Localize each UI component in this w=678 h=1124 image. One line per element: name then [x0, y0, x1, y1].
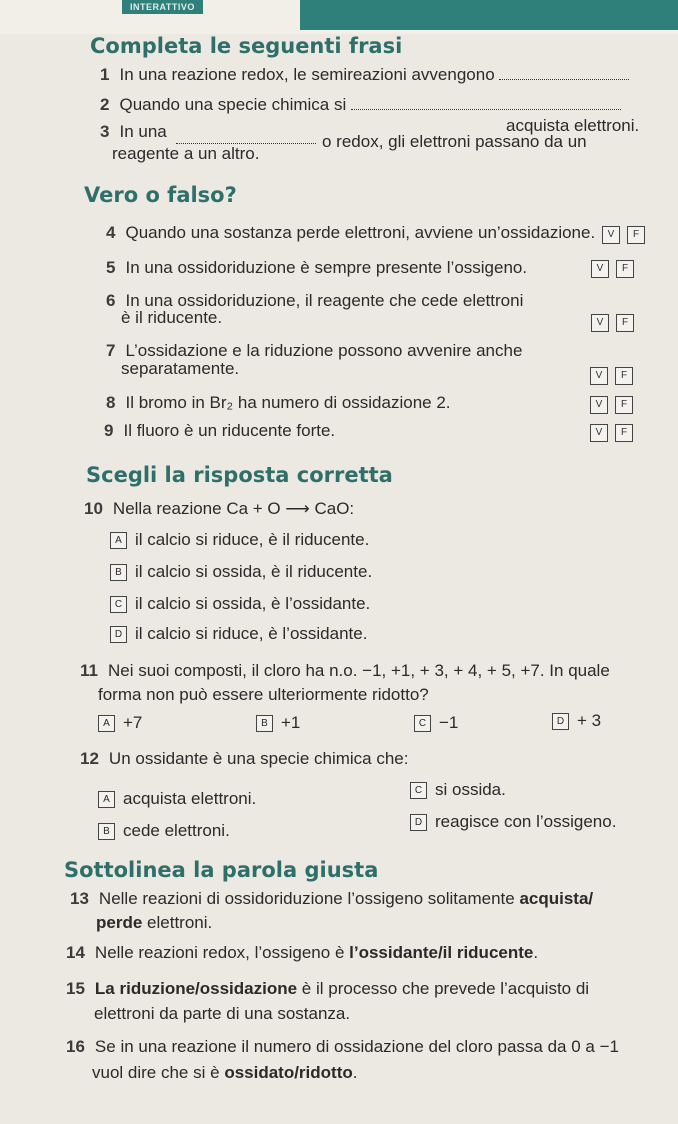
question-text: L’ossidazione e la riduzione possono avvenire anche — [125, 341, 523, 360]
question-text: Nei suoi composti, il cloro ha n.o. −1, +1, + 3, + 4, + 5, +7. In quale — [107, 661, 610, 680]
question-text: vuol dire che si è — [92, 1063, 220, 1082]
option-text: il calcio si ossida, è l’ossidante. — [135, 594, 371, 613]
question-text: Se in una reazione il numero di ossidazione del cloro passa da 0 a −1 — [94, 1037, 619, 1056]
question-text: Quando una sostanza perde elettroni, avviene un’ossidazione. — [125, 223, 596, 242]
option-letter: B — [110, 564, 127, 581]
question-number: 5 — [106, 258, 116, 277]
option-12-d[interactable] — [410, 811, 616, 833]
option-letter: A — [98, 791, 115, 808]
option-letter: D — [552, 713, 569, 730]
option-text: cede elettroni. — [123, 821, 230, 840]
question-number: 7 — [106, 341, 116, 360]
option-letter: A — [110, 532, 127, 549]
true-checkbox[interactable]: V — [591, 260, 609, 278]
answer-blank-3[interactable] — [176, 129, 316, 144]
option-letter: A — [98, 715, 115, 732]
option-text: + 3 — [577, 711, 602, 730]
question-5 — [106, 257, 527, 279]
option-text: reagisce con l’ossigeno. — [435, 812, 617, 831]
true-checkbox[interactable]: V — [590, 424, 608, 442]
question-end: . — [352, 1063, 358, 1082]
option-12-c[interactable] — [410, 779, 506, 801]
question-number: 13 — [70, 889, 89, 908]
option-letter: B — [98, 823, 115, 840]
question-7-line2: separatamente. — [121, 359, 240, 378]
option-12-a[interactable] — [98, 788, 256, 810]
true-false-7 — [590, 367, 633, 385]
question-number: 16 — [66, 1037, 85, 1056]
true-false-4 — [602, 226, 645, 244]
option-letter: D — [410, 814, 427, 831]
option-text: acquista elettroni. — [123, 789, 257, 808]
question-2-end: acquista elettroni. — [506, 116, 640, 135]
question-number: 9 — [104, 421, 114, 440]
option-text: si ossida. — [435, 780, 506, 799]
option-10-a[interactable] — [110, 529, 369, 551]
question-end: elettroni. — [147, 913, 213, 932]
true-checkbox[interactable]: V — [590, 396, 608, 414]
question-text: Quando una specie chimica si — [119, 95, 347, 114]
option-letter: C — [110, 596, 127, 613]
question-8 — [106, 392, 451, 414]
question-text: In una ossidoriduzione, il reagente che cede elettroni — [125, 291, 524, 310]
option-11-c[interactable] — [414, 712, 458, 734]
question-14 — [66, 942, 538, 964]
option-11-d[interactable] — [552, 710, 601, 732]
option-11-b[interactable] — [256, 712, 300, 734]
question-text: Nelle reazioni di ossidoriduzione l’ossigeno solitamente — [98, 889, 515, 908]
word-choice[interactable]: La riduzione/ossidazione — [94, 979, 298, 998]
question-number: 11 — [80, 661, 98, 680]
false-checkbox[interactable]: F — [615, 396, 633, 414]
false-checkbox[interactable]: F — [615, 367, 633, 385]
true-false-9 — [590, 424, 633, 442]
interactive-tag: INTERATTIVO — [122, 0, 203, 14]
question-number: 12 — [80, 749, 99, 768]
option-letter: C — [410, 782, 427, 799]
question-text: Un ossidante è una specie chimica che: — [108, 749, 409, 768]
question-15-line2: elettroni da parte di una sostanza. — [94, 1004, 351, 1023]
question-number: 2 — [100, 95, 110, 114]
question-3-line2: reagente a un altro. — [112, 144, 260, 163]
question-11 — [80, 660, 610, 682]
question-16 — [66, 1036, 619, 1058]
option-text: −1 — [439, 713, 459, 732]
answer-blank-2[interactable] — [351, 95, 621, 110]
question-12 — [80, 748, 408, 770]
true-false-6 — [591, 314, 634, 332]
question-15 — [66, 978, 589, 1000]
question-text: In una reazione redox, le semireazioni avvengono — [119, 65, 495, 84]
true-checkbox[interactable]: V — [602, 226, 620, 244]
option-text: il calcio si ossida, è il riducente. — [135, 562, 373, 581]
question-text: Il fluoro è un riducente forte. — [123, 421, 336, 440]
question-13-line2 — [96, 912, 212, 934]
question-1 — [100, 64, 629, 86]
question-3-text-b: o redox, gli elettroni passano da un — [322, 132, 587, 151]
section-title-underline: Sottolinea la parola giusta — [64, 858, 379, 882]
option-text: +7 — [123, 713, 143, 732]
question-text: Nella reazione Ca + O ⟶ CaO: — [112, 499, 355, 518]
option-text: +1 — [281, 713, 301, 732]
question-number: 6 — [106, 291, 116, 310]
option-10-c[interactable] — [110, 593, 370, 615]
option-10-b[interactable] — [110, 561, 372, 583]
question-16-line2 — [92, 1062, 358, 1084]
word-choice[interactable]: l’ossidante/il riducente — [349, 943, 534, 962]
question-6-line2: è il riducente. — [121, 308, 223, 327]
true-checkbox[interactable]: V — [591, 314, 609, 332]
question-text: In una ossidoriduzione è sempre presente l’ossigeno. — [125, 258, 528, 277]
question-3 — [100, 121, 167, 143]
option-12-b[interactable] — [98, 820, 230, 842]
question-number: 15 — [66, 979, 85, 998]
option-letter: C — [414, 715, 431, 732]
question-number: 10 — [84, 499, 103, 518]
true-checkbox[interactable]: V — [590, 367, 608, 385]
option-text: il calcio si riduce, è l’ossidante. — [135, 624, 368, 643]
section-title-truefalse: Vero o falso? — [84, 183, 237, 207]
option-11-a[interactable] — [98, 712, 142, 734]
question-10 — [84, 498, 354, 520]
question-4 — [106, 222, 595, 244]
true-false-8 — [590, 396, 633, 414]
question-2 — [100, 94, 621, 116]
question-11-line2: forma non può essere ulteriormente ridotto? — [98, 685, 429, 704]
false-checkbox[interactable]: F — [627, 226, 645, 244]
question-end: . — [533, 943, 539, 962]
question-number: 1 — [100, 65, 110, 84]
question-number: 14 — [66, 943, 85, 962]
question-text: Nelle reazioni redox, l’ossigeno è — [94, 943, 345, 962]
question-text: Il bromo in Br₂ ha numero di ossidazione 2. — [125, 393, 451, 412]
question-number: 3 — [100, 122, 110, 141]
question-13 — [70, 888, 593, 910]
header-accent-bar — [300, 0, 678, 30]
question-number: 4 — [106, 223, 116, 242]
answer-blank-1[interactable] — [499, 65, 629, 80]
option-10-d[interactable] — [110, 623, 367, 645]
word-choice-a[interactable]: acquista/ — [519, 889, 594, 908]
question-text: è il processo che prevede l’acquisto di — [301, 979, 590, 998]
question-number: 8 — [106, 393, 116, 412]
true-false-5 — [591, 260, 634, 278]
word-choice[interactable]: ossidato/ridotto — [224, 1063, 353, 1082]
word-choice-b[interactable]: perde — [96, 913, 143, 932]
false-checkbox[interactable]: F — [616, 314, 634, 332]
section-title-complete: Completa le seguenti frasi — [90, 34, 403, 58]
question-text-a: In una — [119, 122, 167, 141]
section-title-choose: Scegli la risposta corretta — [86, 463, 393, 487]
option-letter: D — [110, 626, 127, 643]
option-letter: B — [256, 715, 273, 732]
false-checkbox[interactable]: F — [616, 260, 634, 278]
false-checkbox[interactable]: F — [615, 424, 633, 442]
option-text: il calcio si riduce, è il riducente. — [135, 530, 370, 549]
question-9 — [104, 420, 335, 442]
